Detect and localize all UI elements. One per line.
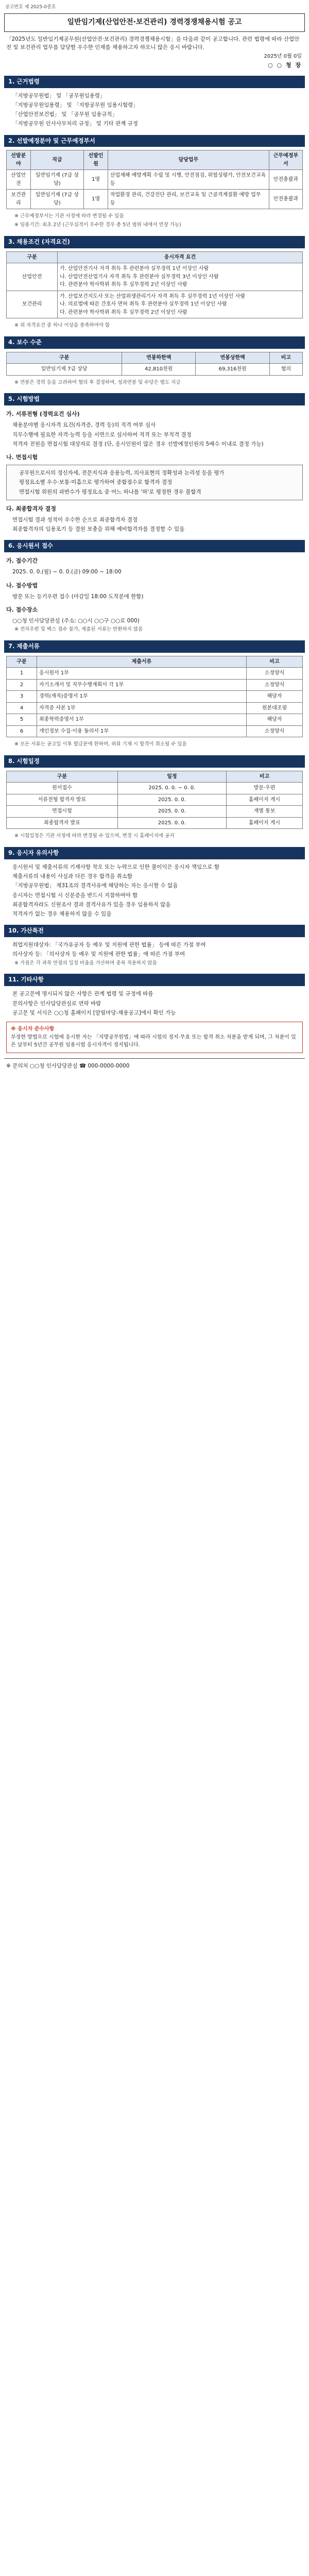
notice-number: 공고번호 제 2025-0종호 bbox=[5, 5, 56, 10]
table-cell: 홈페이지 게시 bbox=[227, 794, 303, 806]
contact-dept: ○○청 인사담당관실 bbox=[29, 1062, 78, 1069]
table-header: 근무예정부서 bbox=[269, 150, 302, 170]
positions-table bbox=[6, 150, 303, 209]
positions-table-wrap bbox=[6, 150, 303, 209]
note-text: ※ 연봉은 경력 등을 고려하여 협의 후 결정하며, 성과연봉 및 수당은 별도 지급 bbox=[14, 379, 181, 385]
list-item: 문의사항은 인사담당관실로 연락 바람 bbox=[12, 1000, 101, 1007]
table-cell: 홈페이지 게시 bbox=[227, 817, 303, 829]
table-row bbox=[7, 702, 303, 714]
note-text: ※ 가점은 각 과목 만점의 일정 비율을 가산하며 중복 적용하지 않음 bbox=[14, 960, 157, 966]
contact-label: ※ 문의처 bbox=[6, 1062, 28, 1069]
warning-title: ※ 응시자 준수사항 bbox=[11, 1026, 55, 1032]
intro-text: 「2025년도 일반임기제공무원(산업안전·보건관리) 경력경쟁채용시험」을 다음과 같이 공고합니다. 관련 법령에 따라 산업안전 및 보건관리 업무를 담당할 우수한 인재를 채용하고자 하오니 많은 응시 바랍니다. bbox=[6, 36, 300, 50]
table-cell: 자기소개서 및 직무수행계획서 각 1부 bbox=[37, 679, 247, 691]
table-row bbox=[7, 263, 303, 291]
table-cell: 5 bbox=[7, 714, 37, 726]
table-cell: 산업재해 예방계획 수립 및 시행, 안전점검, 위험성평가, 안전보건교육 등 bbox=[108, 170, 269, 190]
contact-section bbox=[4, 1058, 305, 1073]
section-heading-salary: 4. 보수 수준 bbox=[4, 336, 305, 349]
list-item: 「지방공무원 인사사무처리 규정」 및 기타 관계 규정 bbox=[12, 121, 138, 127]
salary-table-wrap bbox=[6, 352, 303, 376]
note-text: ※ 시험일정은 기관 사정에 따라 변경될 수 있으며, 변경 시 홈페이지에 공지 bbox=[14, 833, 175, 839]
table-cell: 소정양식 bbox=[247, 679, 303, 691]
table-row bbox=[7, 668, 303, 680]
table-cell: 소정양식 bbox=[247, 725, 303, 737]
list-item: 본 공고문에 명시되지 않은 사항은 관계 법령 및 규정에 따름 bbox=[12, 991, 153, 997]
list-item: 응시원서 및 제출서류의 기재사항 착오 또는 누락으로 인한 불이익은 응시자 책임으로 함 bbox=[12, 863, 219, 870]
section-heading-application: 6. 응시원서 접수 bbox=[4, 540, 305, 552]
list-item: 의사상자 등: 「의사상자 등 예우 및 지원에 관한 법률」에 따른 가점 부여 bbox=[12, 951, 185, 958]
note-text: ※ 전자우편 및 팩스 접수 불가, 제출된 서류는 반환하지 않음 bbox=[14, 626, 143, 633]
section-heading-documents: 7. 제출서류 bbox=[4, 640, 305, 653]
table-cell: 2025. 0. 0. ~ 0. 0. bbox=[117, 783, 226, 794]
subsection-title: 다. 최종합격자 결정 bbox=[6, 505, 56, 512]
table-header: 구분 bbox=[7, 656, 37, 668]
list-item: 「지방공무원법」 및 「공무원임용령」 bbox=[12, 92, 106, 99]
table-cell: 해당자 bbox=[247, 714, 303, 726]
table-header: 직급 bbox=[30, 150, 84, 170]
section-heading-positions: 2. 선발예정분야 및 근무예정부서 bbox=[4, 135, 305, 147]
table-cell: 2 bbox=[7, 679, 37, 691]
table-row bbox=[7, 679, 303, 691]
list-item: 응시자는 면접시험 시 신분증을 반드시 지참하여야 함 bbox=[12, 892, 138, 899]
table-header: 담당업무 bbox=[108, 150, 269, 170]
subsection-title: 나. 면접시험 bbox=[6, 454, 38, 461]
list-item: 직무수행에 필요한 자격·능력 등을 서면으로 심사하여 적격 또는 부적격 결정 bbox=[12, 431, 192, 438]
subsection-title: 가. 서류전형 (경력요건 심사) bbox=[6, 411, 80, 418]
list-item: 채용분야별 응시자격 요건(자격증, 경력 등)의 적격 여부 심사 bbox=[12, 422, 156, 429]
table-header: 선발인원 bbox=[84, 150, 108, 170]
issuing-org: ○ ○ 청 장 bbox=[268, 61, 302, 69]
list-item: 적격자가 없는 경우 채용하지 않을 수 있음 bbox=[12, 911, 112, 918]
table-row bbox=[7, 364, 303, 376]
table-header: 연봉하한액 bbox=[122, 352, 196, 364]
table-cell: 응시원서 1부 bbox=[37, 668, 247, 680]
list-item: 「산업안전보건법」 및 「공무원 임용규칙」 bbox=[12, 111, 118, 118]
table-header: 일정 bbox=[117, 771, 226, 783]
list-item: 면접시험 결과 성적이 우수한 순으로 최종합격자 결정 bbox=[12, 516, 138, 523]
table-cell: 원본대조필 bbox=[247, 702, 303, 714]
table-cell: 면접시험 bbox=[7, 806, 118, 818]
list-item: 면접시험 위원의 과반수가 평정요소 중 어느 하나를 '하'로 평정한 경우 불합격 bbox=[19, 488, 201, 495]
table-cell: 소정양식 bbox=[247, 668, 303, 680]
application-period: 2025. 0. 0.(월) ~ 0. 0.(금) 09:00 ~ 18:00 bbox=[12, 569, 122, 575]
table-cell: 방문·우편 bbox=[227, 783, 303, 794]
note-text: ※ 근무예정부서는 기관 사정에 따라 변경될 수 있음 bbox=[14, 213, 124, 219]
legal-basis-list bbox=[4, 91, 305, 129]
table-row bbox=[7, 291, 303, 318]
list-item: 공고문 및 서식은 ○○청 홈페이지 [알림마당-채용공고]에서 확인 가능 bbox=[12, 1009, 176, 1016]
warning-text: 부정한 방법으로 시험에 응시한 자는 「지방공무원법」에 따라 시험의 정지·무효 또는 합격 취소 처분을 받게 되며, 그 처분이 있은 날부터 5년간 공무원 임용시험 응시자격이 정지됩니다. bbox=[11, 1034, 296, 1048]
table-cell: 1명 bbox=[84, 190, 108, 209]
section-heading-exam-method: 5. 시험방법 bbox=[4, 393, 305, 405]
qualifications-table bbox=[6, 251, 303, 319]
table-header: 선발분야 bbox=[7, 150, 31, 170]
table-cell: 경력(재직)증명서 1부 bbox=[37, 691, 247, 703]
list-item: 적격자 전원을 면접시험 대상자로 결정 (단, 응시인원이 많은 경우 선발예정인원의 5배수 이내로 결정 가능) bbox=[12, 440, 264, 447]
table-cell: 산업안전 bbox=[7, 170, 31, 190]
table-cell: 42,810천원 bbox=[122, 364, 196, 376]
application-method: 방문 또는 등기우편 접수 (마감일 18:00 도착분에 한함) bbox=[12, 593, 144, 600]
list-item: 공무원으로서의 정신자세, 전문지식과 응용능력, 의사표현의 정확성과 논리성 등을 평가 bbox=[19, 470, 225, 477]
list-item: 최종합격자라도 신원조사 결과 결격사유가 있을 경우 임용하지 않음 bbox=[12, 901, 171, 908]
interview-box bbox=[6, 465, 303, 500]
table-cell: 산업안전 bbox=[7, 263, 58, 291]
table-row bbox=[7, 783, 303, 794]
list-item: 「지방공무원임용령」 및 「지방공무원 임용시험령」 bbox=[12, 101, 139, 108]
table-cell: 작업환경 관리, 건강진단 관리, 보건교육 및 근골격계질환 예방 업무 등 bbox=[108, 190, 269, 209]
table-row bbox=[7, 714, 303, 726]
table-header: 제출서류 bbox=[37, 656, 247, 668]
table-cell: 보건관리 bbox=[7, 190, 31, 209]
section-heading-schedule: 8. 시험일정 bbox=[4, 755, 305, 768]
table-cell: 개별 통보 bbox=[227, 806, 303, 818]
qualifications-table-wrap bbox=[6, 251, 303, 319]
table-cell: 개인정보 수집·이용 동의서 1부 bbox=[37, 725, 247, 737]
table-header: 비고 bbox=[227, 771, 303, 783]
table-cell: 가. 산업보건지도사 또는 산업위생관리기사 자격 취득 후 실무경력 1년 이상인 사람 나. 의료법에 따른 간호사 면허 취득 후 관련분야 실무경력 1년 이상인 사람 다. 관련분야 학사학위 취득 후 실무경력 2년 이상인 사람 bbox=[58, 291, 303, 318]
table-cell: 안전총괄과 bbox=[269, 190, 302, 209]
table-cell: 일반임기제 (7급 상당) bbox=[30, 170, 84, 190]
table-cell: 4 bbox=[7, 702, 37, 714]
note-text: ※ 모든 서류는 공고일 이후 발급분에 한하며, 허위 기재 시 합격이 취소될 수 있음 bbox=[14, 741, 187, 748]
table-cell: 서류전형 합격자 발표 bbox=[7, 794, 118, 806]
table-cell: 1 bbox=[7, 668, 37, 680]
section-heading-cautions: 9. 응시자 유의사항 bbox=[4, 847, 305, 859]
list-item: 제출서류의 내용이 사실과 다른 경우 합격을 취소함 bbox=[12, 873, 133, 880]
table-cell: 2025. 0. 0. bbox=[117, 806, 226, 818]
schedule-table bbox=[6, 771, 303, 829]
subsection-title: 가. 접수기간 bbox=[6, 557, 38, 565]
table-header: 구분 bbox=[7, 251, 58, 263]
list-item: 평정요소별 우수·보통·미흡으로 평가하여 종합점수로 합격자 결정 bbox=[19, 479, 173, 486]
warning-box bbox=[6, 1022, 303, 1053]
salary-table bbox=[6, 352, 303, 376]
table-cell: 2025. 0. 0. bbox=[117, 817, 226, 829]
table-row bbox=[7, 806, 303, 818]
table-row bbox=[7, 725, 303, 737]
table-cell: 최종학력증명서 1부 bbox=[37, 714, 247, 726]
table-cell: 자격증 사본 1부 bbox=[37, 702, 247, 714]
table-header: 비고 bbox=[247, 656, 303, 668]
table-cell: 원서접수 bbox=[7, 783, 118, 794]
application-place: ○○청 인사담당관실 (주소: ○○시 ○○구 ○○로 000) bbox=[12, 617, 140, 624]
table-row bbox=[7, 190, 303, 209]
table-row bbox=[7, 817, 303, 829]
table-row bbox=[7, 691, 303, 703]
section-heading-qualifications: 3. 채용조건 (자격요건) bbox=[4, 236, 305, 248]
section-heading-legal: 1. 근거법령 bbox=[4, 76, 305, 88]
table-cell: 보건관리 bbox=[7, 291, 58, 318]
schedule-table-wrap bbox=[6, 771, 303, 829]
table-cell: 일반임기제 7급 상당 bbox=[7, 364, 122, 376]
note-text: ※ 임용기간: 최초 2년 (근무실적이 우수한 경우 총 5년 범위 내에서 연장 가능) bbox=[14, 222, 181, 228]
table-header: 구분 bbox=[7, 352, 122, 364]
documents-table-wrap bbox=[6, 656, 303, 738]
documents-table bbox=[6, 656, 303, 738]
table-header: 연봉상한액 bbox=[196, 352, 269, 364]
page-title: 일반임기제(산업안전·보건관리) 경력경쟁채용시험 공고 bbox=[4, 13, 305, 32]
section-heading-bonus: 10. 가산특전 bbox=[4, 925, 305, 937]
note-text: ※ 위 자격요건 중 하나 이상을 충족하여야 함 bbox=[14, 323, 110, 329]
table-header: 구분 bbox=[7, 771, 118, 783]
list-item: 「지방공무원법」 제31조의 결격사유에 해당하는 자는 응시할 수 없음 bbox=[12, 883, 178, 889]
list-item: 취업지원대상자: 「국가유공자 등 예우 및 지원에 관한 법률」 등에 따른 가점 부여 bbox=[12, 942, 206, 948]
table-header: 응시자격 요건 bbox=[58, 251, 303, 263]
table-header: 비고 bbox=[269, 352, 302, 364]
table-cell: 협의 bbox=[269, 364, 302, 376]
contact-phone: ☎ 000-0000-0000 bbox=[79, 1062, 130, 1069]
table-row bbox=[7, 794, 303, 806]
table-cell: 안전총괄과 bbox=[269, 170, 302, 190]
table-row bbox=[7, 170, 303, 190]
table-cell: 1명 bbox=[84, 170, 108, 190]
table-cell: 69,316천원 bbox=[196, 364, 269, 376]
table-cell: 6 bbox=[7, 725, 37, 737]
table-cell: 3 bbox=[7, 691, 37, 703]
table-cell: 2025. 0. 0. bbox=[117, 794, 226, 806]
notice-date: 2025년 0월 0일 bbox=[264, 54, 302, 60]
table-cell: 일반임기제 (7급 상당) bbox=[30, 190, 84, 209]
page bbox=[4, 0, 305, 1073]
list-item: 최종합격자의 임용포기 등 결원 보충을 위해 예비합격자를 결정할 수 있음 bbox=[12, 526, 185, 533]
table-cell: 가. 산업안전기사 자격 취득 후 관련분야 실무경력 1년 이상인 사람 나. 산업안전산업기사 자격 취득 후 관련분야 실무경력 3년 이상인 사람 다. 관련분야 학사학위 취득 후 실무경력 2년 이상인 사람 bbox=[58, 263, 303, 291]
subsection-title: 나. 접수방법 bbox=[6, 582, 38, 589]
subsection-title: 다. 접수장소 bbox=[6, 606, 38, 613]
table-cell: 최종합격자 발표 bbox=[7, 817, 118, 829]
section-heading-misc: 11. 기타사항 bbox=[4, 974, 305, 986]
table-cell: 해당자 bbox=[247, 691, 303, 703]
